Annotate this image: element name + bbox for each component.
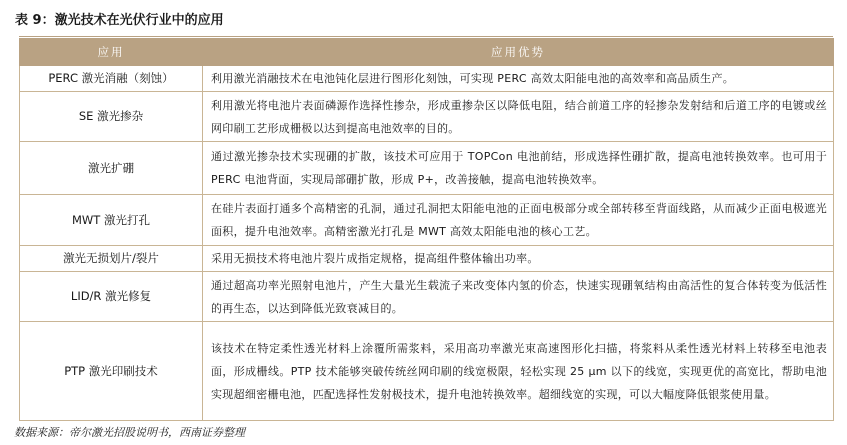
laser-applications-table <box>19 38 834 421</box>
application-cell: 激光扩硼 <box>20 142 203 195</box>
table-row <box>20 246 834 272</box>
advantage-cell: 利用激光消融技术在电池钝化层进行图形化刻蚀，可实现 PERC 高效太阳能电池的高效率和高品质生产。 <box>203 66 834 92</box>
application-cell: MWT 激光打孔 <box>20 195 203 246</box>
advantage-cell: 通过激光掺杂技术实现硼的扩散，该技术可应用于 TOPCon 电池前结，形成选择性硼扩散，提高电池转换效率。也可用于 PERC 电池背面，实现局部硼扩散，形成 P+，改善接触，提高电池转换效率。 <box>203 142 834 195</box>
table-row <box>20 92 834 142</box>
source-note: 数据来源：帝尔激光招股说明书，西南证券整理 <box>14 426 245 439</box>
advantage-cell: 采用无损技术将电池片裂片成指定规格，提高组件整体输出功率。 <box>203 246 834 272</box>
table-row <box>20 272 834 322</box>
table-row <box>20 195 834 246</box>
advantage-cell: 通过超高功率光照射电池片，产生大量光生载流子来改变体内氢的价态，快速实现硼氧结构由高活性的复合体转变为低活性的再生态，以达到降低光致衰减目的。 <box>203 272 834 322</box>
table-header-row <box>20 39 834 66</box>
advantage-cell: 利用激光将电池片表面磷源作选择性掺杂，形成重掺杂区以降低电阻，结合前道工序的轻掺杂发射结和后道工序的电镀或丝网印刷工艺形成栅极以达到提高电池效率的目的。 <box>203 92 834 142</box>
header-advantage: 应用优势 <box>203 39 834 66</box>
application-cell: 激光无损划片/裂片 <box>20 246 203 272</box>
application-cell: PERC 激光消融（刻蚀） <box>20 66 203 92</box>
application-cell: SE 激光掺杂 <box>20 92 203 142</box>
advantage-cell: 在硅片表面打通多个高精密的孔洞，通过孔洞把太阳能电池的正面电极部分或全部转移至背面线路，从而减少正面电极遮光面积，提升电池效率。高精密激光打孔是 MWT 高效太阳能电池的核心工艺。 <box>203 195 834 246</box>
application-cell: PTP 激光印刷技术 <box>20 322 203 421</box>
header-application: 应用 <box>20 39 203 66</box>
table-row <box>20 66 834 92</box>
advantage-cell: 该技术在特定柔性透光材料上涂覆所需浆料，采用高功率激光束高速图形化扫描，将浆料从柔性透光材料上转移至电池表面，形成栅线。PTP 技术能够突破传统丝网印刷的线宽极限，轻松实现 25 μm 以下的线宽，实现更优的高宽比，帮助电池实现超细密栅电池，匹配选择性发射极技术，提升电池转换效率。超细线宽的实现，可以大幅度降低银浆使用量。 <box>203 322 834 421</box>
application-cell: LID/R 激光修复 <box>20 272 203 322</box>
table-caption: 表 9：激光技术在光伏行业中的应用 <box>15 13 224 28</box>
table-row <box>20 322 834 421</box>
table-row <box>20 142 834 195</box>
top-rule <box>19 36 833 37</box>
